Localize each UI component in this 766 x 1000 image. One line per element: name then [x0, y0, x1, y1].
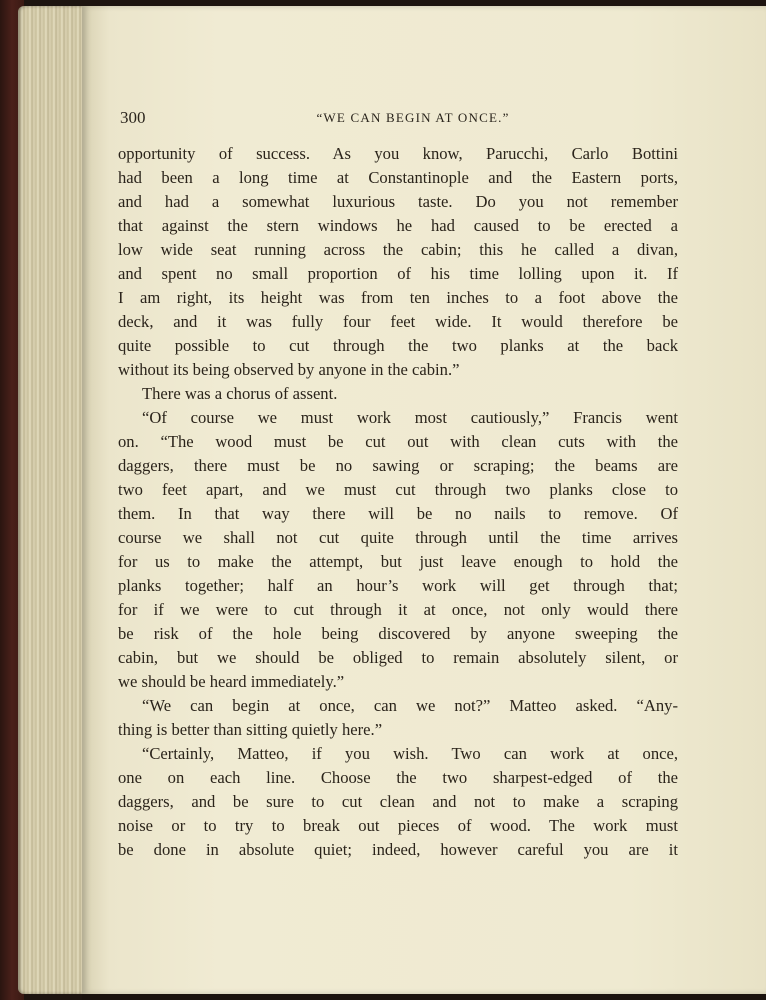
text-line: quite possible to cut through the two planks at the back: [118, 336, 678, 355]
text-line: one on each line. Choose the two sharpest-edged of the: [118, 768, 678, 787]
text-line: daggers, and be sure to cut clean and not to make a scraping: [118, 792, 678, 811]
text-line: two feet apart, and we must cut through two planks close to: [118, 480, 678, 499]
text-line: had been a long time at Constantinople and the Eastern ports,: [118, 168, 678, 187]
text-line: for us to make the attempt, but just leave enough to hold the: [118, 552, 678, 571]
text-line: opportunity of success. As you know, Parucchi, Carlo Bottini: [118, 144, 678, 163]
text-line: There was a chorus of assent.: [142, 384, 338, 403]
text-line: and had a somewhat luxurious taste. Do you not remember: [118, 192, 678, 211]
text-line: “Of course we must work most cautiously,” Francis went: [142, 408, 678, 427]
running-title: “WE CAN BEGIN AT ONCE.”: [316, 110, 510, 125]
text-line: that against the stern windows he had caused to be erected a: [118, 216, 678, 235]
text-line: cabin, but we should be obliged to remain absolutely silent, or: [118, 648, 678, 667]
text-line: “Certainly, Matteo, if you wish. Two can work at once,: [142, 744, 678, 763]
text-line: thing is better than sitting quietly here.”: [118, 720, 383, 739]
page-number: 300: [120, 108, 146, 127]
text-line: I am right, its height was from ten inches to a foot above the: [118, 288, 678, 307]
body-text: [118, 142, 678, 862]
page-bottom-edge: [82, 994, 766, 1000]
text-line: we should be heard immediately.”: [118, 672, 345, 691]
text-line: for if we were to cut through it at once, not only would there: [118, 600, 678, 619]
text-line: planks together; half an hour’s work will get through that;: [118, 576, 678, 595]
text-line: on. “The wood must be cut out with clean cuts with the: [118, 432, 678, 451]
text-line: noise or to try to break out pieces of wood. The work must: [118, 816, 678, 835]
text-line: daggers, there must be no sawing or scraping; the beams are: [118, 456, 678, 475]
text-line: be risk of the hole being discovered by anyone sweeping the: [118, 624, 678, 643]
page-header: [120, 100, 676, 130]
text-line: course we shall not cut quite through until the time arrives: [118, 528, 678, 547]
text-line: them. In that way there will be no nails to remove. Of: [118, 504, 678, 523]
text-line: deck, and it was fully four feet wide. It would therefore be: [118, 312, 678, 331]
text-line: and spent no small proportion of his time lolling upon it. If: [118, 264, 678, 283]
text-line: low wide seat running across the cabin; this he called a divan,: [118, 240, 678, 259]
text-line: without its being observed by anyone in the cabin.”: [118, 360, 460, 379]
text-line: “We can begin at once, can we not?” Matteo asked. “Any-: [142, 696, 678, 715]
text-line: be done in absolute quiet; indeed, however careful you are it: [118, 840, 678, 859]
page-stack-edges: [18, 6, 88, 994]
